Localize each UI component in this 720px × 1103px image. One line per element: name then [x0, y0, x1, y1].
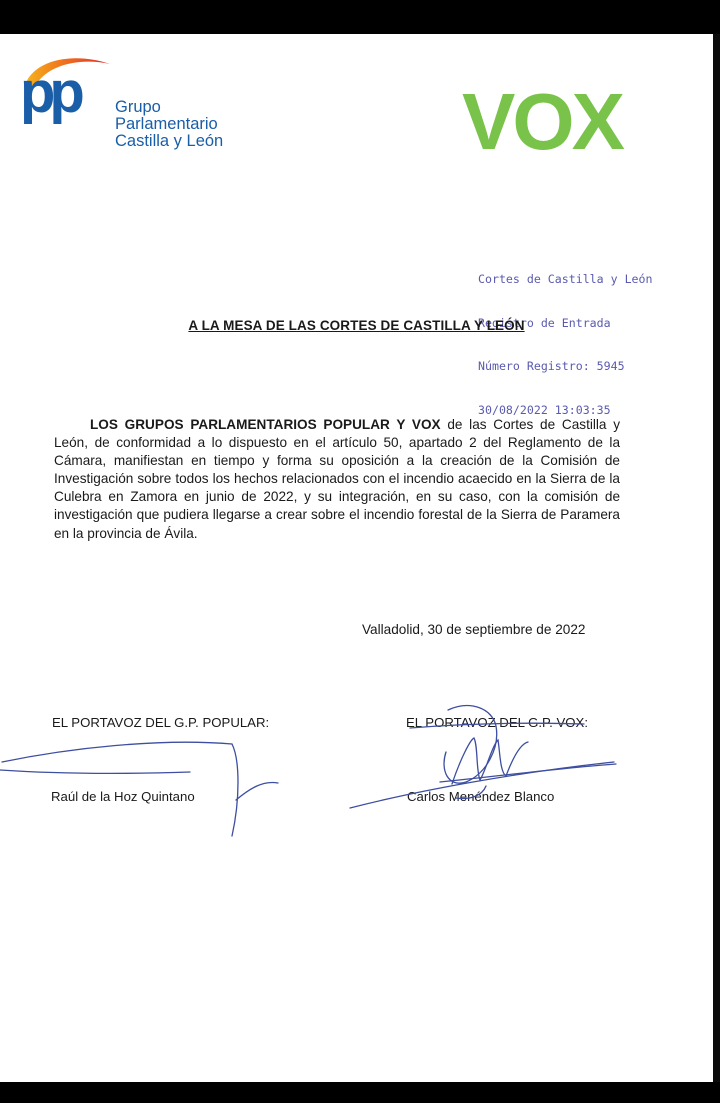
pp-letters: pp [20, 60, 79, 125]
pp-line-3: Castilla y León [115, 132, 224, 150]
left-signatory-title: EL PORTAVOZ DEL G.P. POPULAR: [52, 715, 270, 730]
place-date: Valladolid, 30 de septiembre de 2022 [362, 622, 586, 637]
stamp-line-1: Cortes de Castilla y León [478, 272, 653, 286]
stamp-line-2: Registro de Entrada [478, 315, 611, 330]
body-rest: de las Cortes de Castilla y León, de conformidad a lo dispuesto en el artículo 50, apartado 2 del Reglamento de la Cámara, manifiestan en tiempo y forma su oposición a la creación de la Comisión de Investigación sobre todos los hechos relacionados con el incendio acaecido en la Sierra de la Culebra en Zamora en junio de 2022, y su integración, en su caso, con la comisión de investigación que pudiera llegarse a crear sobre el incendio forestal de la Sierra de Paramera en la provincia de Ávila. [54, 417, 620, 541]
right-signatory-title: EL PORTAVOZ DEL G.P. VOX: [406, 715, 588, 730]
body-paragraph [54, 416, 620, 543]
stamp-line-4: 30/08/2022 13:03:35 [478, 402, 611, 417]
pp-line-2: Parlamentario [115, 115, 218, 133]
right-signatory-name: Carlos Menéndez Blanco [407, 789, 555, 804]
document-heading: A LA MESA DE LAS CORTES DE CASTILLA Y LEÓN [188, 318, 525, 333]
vox-logo: VOX [462, 77, 622, 166]
left-signatory-name: Raúl de la Hoz Quintano [51, 789, 195, 804]
registry-stamp [478, 243, 653, 432]
pp-group-logo [18, 52, 248, 150]
stamp-line-3: Número Registro: 5945 [478, 359, 625, 373]
page-edge [713, 34, 720, 1082]
pp-group-name [115, 99, 223, 150]
document-page [0, 34, 713, 1082]
pp-line-1: Grupo [115, 98, 161, 116]
body-lead: LOS GRUPOS PARLAMENTARIOS POPULAR Y VOX [90, 417, 441, 432]
